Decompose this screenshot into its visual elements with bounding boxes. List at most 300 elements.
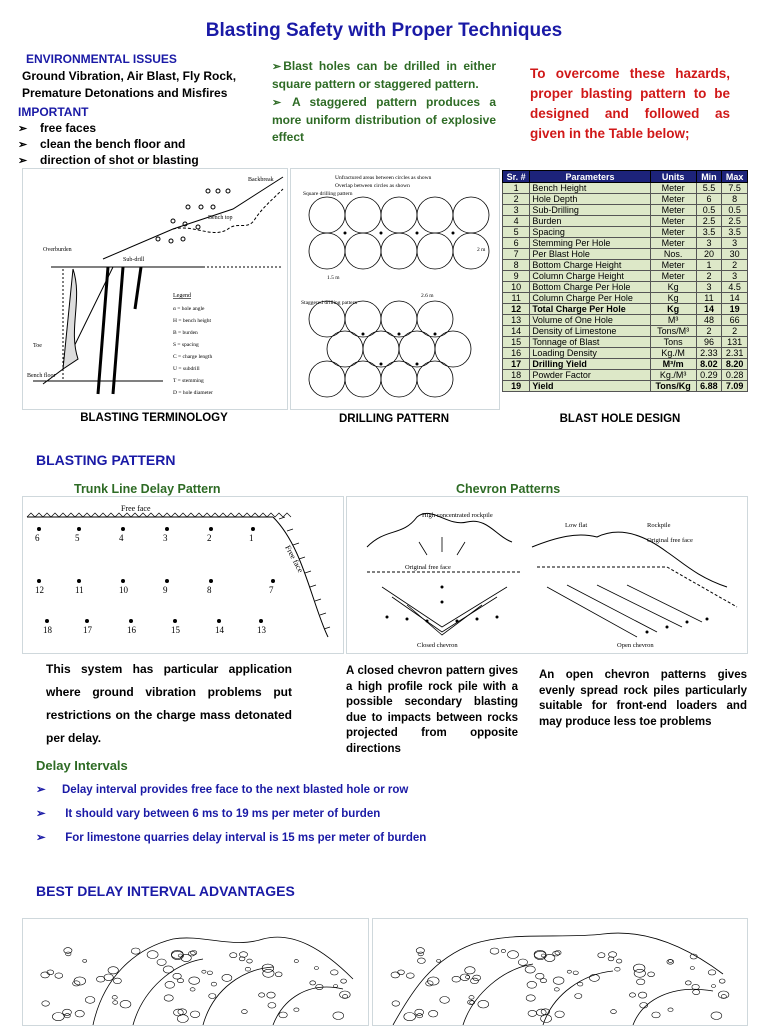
- table-row: [503, 359, 748, 370]
- table-row: [503, 381, 748, 392]
- table-cell: 14: [696, 304, 722, 315]
- rock-fragment: [526, 995, 535, 1001]
- table-row: [503, 227, 748, 238]
- table-cell: 2.5: [696, 216, 722, 227]
- table-cell: 3: [696, 238, 722, 249]
- important-item: ➢ clean the bench floor and: [18, 137, 199, 153]
- drilling-points: [272, 58, 496, 147]
- table-cell: Total Charge Per Hole: [530, 304, 650, 315]
- table-cell: Density of Limestone: [530, 326, 650, 337]
- table-row: [503, 337, 748, 348]
- table-cell: 7.09: [722, 381, 748, 392]
- rock-fragment: [202, 970, 206, 973]
- rock-fragment: [528, 1010, 537, 1016]
- label-subdrill: Sub-drill: [123, 257, 145, 263]
- drilling-label: Overlap between circles as shown: [335, 183, 410, 189]
- table-row: [503, 293, 748, 304]
- table-cell: 4.5: [722, 282, 748, 293]
- table-cell: 6: [503, 238, 530, 249]
- table-row: [503, 183, 748, 194]
- blast-hole-number: 1: [249, 533, 254, 543]
- trunk-line-diagram: [23, 497, 343, 653]
- blast-hole-marker: [85, 619, 89, 623]
- rockpile-figure-right: [372, 918, 748, 1026]
- table-cell: Bench Height: [530, 183, 650, 194]
- blast-hole-number: 8: [207, 585, 212, 595]
- rock-fragment: [333, 1012, 344, 1020]
- table-cell: Tons/M³: [650, 326, 696, 337]
- table-cell: Drilling Yield: [530, 359, 650, 370]
- blast-hole-marker: [271, 579, 275, 583]
- table-cell: 11: [503, 293, 530, 304]
- table-cell: 1: [696, 260, 722, 271]
- table-cell: 18: [503, 370, 530, 381]
- trunk-line-title: Trunk Line Delay Pattern: [74, 482, 221, 496]
- rock-fragment: [209, 994, 216, 999]
- chevron-label: Low flat: [565, 522, 588, 529]
- blast-hole-marker: [77, 579, 81, 583]
- rock-fragment: [245, 967, 250, 971]
- chevron-label: Open chevron: [617, 642, 654, 649]
- rock-fragment: [501, 949, 505, 952]
- blast-hole-marker: [37, 527, 41, 531]
- table-cell: Column Charge Height: [530, 271, 650, 282]
- rock-fragment: [417, 1014, 423, 1018]
- table-cell: Spacing: [530, 227, 650, 238]
- label-legend: Legend: [173, 293, 191, 299]
- legend-item: U = subdrill: [173, 366, 200, 372]
- legend-item: C = charge length: [173, 354, 213, 360]
- rock-fragment: [615, 967, 620, 971]
- rock-fragment: [452, 976, 460, 982]
- blast-hole-number: 13: [257, 625, 266, 635]
- rock-fragment: [629, 993, 635, 997]
- rock-fragment: [518, 959, 527, 965]
- rockpile-figure-left: [22, 918, 369, 1026]
- rock-fragment: [685, 981, 691, 985]
- rock-fragment: [189, 951, 196, 956]
- rock-fragment: [611, 1010, 617, 1014]
- open-chevron-description: An open chevron patterns gives evenly spread rock piles particularly suitable for front-end loaders and may produce less toe problems: [539, 669, 747, 728]
- rock-fragment: [708, 970, 716, 975]
- table-cell: 3.5: [722, 227, 748, 238]
- blast-hole-table: [502, 170, 748, 392]
- table-cell: Kg./M: [650, 348, 696, 359]
- table-cell: 17: [503, 359, 530, 370]
- table-cell: 11: [696, 293, 722, 304]
- table-cell: Per Blast Hole: [530, 249, 650, 260]
- table-cell: Kg: [650, 304, 696, 315]
- blast-hole-number: 16: [127, 625, 136, 635]
- table-cell: 2: [696, 326, 722, 337]
- advantages-heading: BEST DELAY INTERVAL ADVANTAGES: [36, 883, 295, 899]
- table-cell: Volume of One Hole: [530, 315, 650, 326]
- table-cell: 131: [722, 337, 748, 348]
- table-cell: 3: [722, 238, 748, 249]
- rock-fragment: [75, 1010, 84, 1017]
- important-heading: IMPORTANT: [18, 105, 89, 119]
- table-row: [503, 282, 748, 293]
- table-cell: 30: [722, 249, 748, 260]
- legend-item: H = bench height: [173, 318, 212, 324]
- rock-fragment: [189, 977, 200, 984]
- blast-hole-marker: [37, 579, 41, 583]
- rock-fragment: [690, 967, 694, 970]
- blast-hole-marker: [259, 619, 263, 623]
- blast-hole-number: 2: [207, 533, 212, 543]
- rock-fragment: [527, 981, 537, 988]
- closed-chevron-description: A closed chevron pattern gives a high profile rock pile with a possible secondary blasting due to impacts between rocks projected from opposite directions: [346, 665, 518, 755]
- rock-fragment: [406, 973, 414, 978]
- table-cell: 7.5: [722, 183, 748, 194]
- table-header: Min: [696, 171, 722, 183]
- chevron-title: Chevron Patterns: [456, 482, 561, 496]
- rock-fragment: [334, 985, 338, 988]
- rock-fragment: [719, 979, 725, 983]
- rock-fragment: [341, 979, 347, 983]
- rock-fragment: [331, 970, 339, 975]
- rock-fragment: [263, 969, 274, 977]
- rock-fragment: [131, 948, 140, 954]
- table-cell: 8: [722, 194, 748, 205]
- label-bench-floor: Bench floor: [27, 373, 56, 379]
- table-cell: Meter: [650, 205, 696, 216]
- drilling-diagram: [291, 169, 499, 409]
- blast-hole-marker: [165, 579, 169, 583]
- table-cell: 2.5: [722, 216, 748, 227]
- blast-hole-number: 12: [35, 585, 44, 595]
- rock-fragment: [578, 982, 583, 986]
- blast-hole-number: 4: [119, 533, 124, 543]
- blast-hole-marker: [217, 619, 221, 623]
- legend-item: B = burden: [173, 330, 198, 336]
- blast-hole-marker: [121, 579, 125, 583]
- chevron-label: Rockpile: [647, 522, 671, 529]
- rock-fragment: [616, 959, 622, 963]
- blast-hole-number: 5: [75, 533, 80, 543]
- table-cell: 3.5: [696, 227, 722, 238]
- table-cell: Meter: [650, 238, 696, 249]
- rock-fragment: [525, 966, 535, 973]
- dimension-label: 2 m: [477, 247, 486, 253]
- rock-fragment: [668, 1008, 673, 1012]
- table-cell: 66: [722, 315, 748, 326]
- table-header: Units: [650, 171, 696, 183]
- rock-fragment: [692, 984, 699, 989]
- dimension-label: 1.5 m: [327, 275, 340, 281]
- trunk-line-figure: [22, 496, 344, 654]
- table-cell: 5: [503, 227, 530, 238]
- rock-fragment: [553, 977, 564, 984]
- important-list: [18, 121, 199, 169]
- table-cell: Meter: [650, 227, 696, 238]
- table-cell: 8.20: [722, 359, 748, 370]
- drilling-label: Square drilling pattern: [303, 191, 353, 197]
- rock-fragment: [259, 993, 265, 997]
- delay-item: ➢ Delay interval provides free face to the next blasted hole or row: [36, 782, 426, 806]
- legend-item: D = hole diameter: [173, 390, 213, 396]
- blast-hole-number: 11: [75, 585, 84, 595]
- dimension-label: 2.6 m: [421, 293, 434, 299]
- rock-fragment: [85, 997, 95, 1004]
- table-cell: 14: [503, 326, 530, 337]
- table-cell: 2: [503, 194, 530, 205]
- table-cell: 3: [696, 282, 722, 293]
- rock-fragment: [294, 960, 298, 963]
- rock-fragment: [157, 959, 166, 965]
- chevron-label: High concentrated rockpile: [422, 512, 493, 519]
- table-cell: Kg: [650, 293, 696, 304]
- blast-hole-marker: [209, 527, 213, 531]
- rock-fragment: [555, 1011, 564, 1018]
- rock-fragment: [268, 1003, 276, 1009]
- rock-fragment: [553, 951, 560, 956]
- rock-fragment: [73, 981, 80, 986]
- blast-hole-number: 18: [43, 625, 52, 635]
- table-cell: M³/m: [650, 359, 696, 370]
- rock-fragment: [652, 1012, 660, 1018]
- rock-fragment: [554, 988, 559, 991]
- drilling-point: ➢ A staggered pattern produces a more uniform distribution of explosive effect: [272, 94, 496, 146]
- rock-fragment: [465, 967, 475, 974]
- rock-fragment: [469, 996, 474, 1000]
- table-cell: 0.5: [696, 205, 722, 216]
- table-cell: 4: [503, 216, 530, 227]
- rock-fragment: [120, 1000, 131, 1008]
- rock-fragment: [211, 982, 216, 986]
- rock-fragment: [490, 948, 499, 954]
- blast-hole-marker: [129, 619, 133, 623]
- table-cell: Meter: [650, 194, 696, 205]
- blast-hole-number: 3: [163, 533, 168, 543]
- table-cell: 14: [722, 293, 748, 304]
- drilling-label: Staggered drilling pattern: [301, 300, 358, 306]
- table-row: [503, 238, 748, 249]
- blast-hole-marker: [165, 527, 169, 531]
- rock-fragment: [173, 973, 181, 979]
- table-cell: Kg./M³: [650, 370, 696, 381]
- terminology-diagram: [23, 169, 287, 409]
- blast-hole-marker: [173, 619, 177, 623]
- table-row: [503, 370, 748, 381]
- table-cell: 5.5: [696, 183, 722, 194]
- table-cell: Meter: [650, 271, 696, 282]
- delay-item: ➢ It should vary between 6 ms to 19 ms per meter of burden: [36, 806, 426, 830]
- legend-item: S = spacing: [173, 342, 199, 348]
- rock-fragment: [66, 952, 71, 956]
- rock-fragment: [207, 971, 212, 975]
- table-cell: 1: [503, 183, 530, 194]
- table-cell: 10: [503, 282, 530, 293]
- rock-fragment: [163, 966, 173, 973]
- rock-fragment: [267, 992, 275, 998]
- rock-fragment: [466, 976, 470, 979]
- rock-fragment: [275, 972, 282, 977]
- rock-fragment: [638, 992, 646, 998]
- table-cell: 16: [503, 348, 530, 359]
- table-cell: 2.31: [722, 348, 748, 359]
- rock-fragment: [392, 1001, 400, 1006]
- table-cell: Tonnage of Blast: [530, 337, 650, 348]
- free-face-label: Free face: [121, 504, 151, 513]
- table-cell: Kg: [650, 282, 696, 293]
- important-item: ➢ free faces: [18, 121, 199, 137]
- table-cell: 2: [722, 326, 748, 337]
- table-row: [503, 315, 748, 326]
- chevron-figure: [346, 496, 748, 654]
- table-cell: 48: [696, 315, 722, 326]
- blast-hole-number: 6: [35, 533, 40, 543]
- rock-fragment: [440, 997, 450, 1004]
- rock-fragment: [567, 970, 571, 973]
- table-cell: Column Charge Per Hole: [530, 293, 650, 304]
- rockpile-diagram-right: [373, 919, 747, 1025]
- rock-fragment: [418, 958, 426, 964]
- blast-hole-number: 7: [269, 585, 274, 595]
- drilling-figure: [290, 168, 500, 410]
- rock-fragment: [314, 967, 318, 970]
- table-cell: Hole Depth: [530, 194, 650, 205]
- table-cell: 2: [696, 271, 722, 282]
- trunk-holes: [35, 527, 275, 635]
- rock-fragment: [711, 1012, 722, 1020]
- table-header: Sr. #: [503, 171, 530, 183]
- table-cell: Meter: [650, 260, 696, 271]
- page-title: Blasting Safety with Proper Techniques: [205, 20, 563, 41]
- table-row: [503, 326, 748, 337]
- drilling-caption: DRILLING PATTERN: [338, 413, 450, 425]
- rock-fragment: [108, 967, 118, 974]
- table-cell: Meter: [650, 183, 696, 194]
- rock-fragment: [242, 1010, 248, 1014]
- rock-fragment: [598, 953, 605, 958]
- table-cell: Bottom Charge Per Hole: [530, 282, 650, 293]
- label-backbreak: Backbreak: [248, 177, 274, 183]
- rock-fragment: [398, 970, 405, 975]
- rock-fragment: [693, 990, 700, 995]
- table-row: [503, 304, 748, 315]
- table-row: [503, 194, 748, 205]
- chevron-label: Original free face: [647, 537, 693, 544]
- rock-fragment: [648, 972, 655, 977]
- blast-hole-marker: [77, 527, 81, 531]
- table-cell: 0.28: [722, 370, 748, 381]
- legend-item: T = stemming: [173, 378, 204, 384]
- blasting-pattern-heading: BLASTING PATTERN: [36, 452, 176, 468]
- rock-fragment: [575, 994, 582, 999]
- rock-fragment: [42, 1001, 50, 1006]
- terminology-caption: BLASTING TERMINOLOGY: [80, 412, 228, 424]
- rocks-left: [41, 948, 350, 1023]
- table-cell: Sub-Drilling: [530, 205, 650, 216]
- table-cell: 12: [503, 304, 530, 315]
- table-cell: 6.88: [696, 381, 722, 392]
- table-body: [503, 183, 748, 392]
- rock-fragment: [247, 959, 253, 963]
- blast-hole-number: 9: [163, 585, 168, 595]
- rock-fragment: [478, 1000, 489, 1008]
- rock-fragment: [147, 951, 158, 959]
- rock-fragment: [178, 1009, 187, 1015]
- important-item: ➢ direction of shot or blasting: [18, 153, 199, 169]
- table-cell: 15: [503, 337, 530, 348]
- rock-fragment: [343, 995, 348, 999]
- table-row: [503, 205, 748, 216]
- legend-item: α = hole angle: [173, 306, 205, 312]
- environmental-text: Ground Vibration, Air Blast, Fly Rock, Premature Detonations and Misfires: [22, 69, 237, 100]
- rock-fragment: [426, 981, 433, 986]
- table-cell: 8.02: [696, 359, 722, 370]
- rock-fragment: [113, 978, 121, 984]
- table-cell: 19: [722, 304, 748, 315]
- rock-fragment: [165, 981, 175, 988]
- blast-hole-number: 15: [171, 625, 180, 635]
- rock-fragment: [668, 960, 672, 963]
- blast-hole-marker: [251, 527, 255, 531]
- rock-fragment: [41, 972, 50, 978]
- table-cell: 6: [696, 194, 722, 205]
- table-cell: Stemming Per Hole: [530, 238, 650, 249]
- table-cell: Nos.: [650, 249, 696, 260]
- rock-fragment: [279, 1012, 287, 1018]
- table-cell: 2: [722, 260, 748, 271]
- table-cell: 0.5: [722, 205, 748, 216]
- table-cell: Bottom Charge Height: [530, 260, 650, 271]
- table-cell: 3: [503, 205, 530, 216]
- side-free-face-label: Free face: [283, 543, 306, 575]
- rock-fragment: [418, 952, 423, 956]
- rock-fragment: [83, 960, 87, 963]
- table-cell: Tons/Kg: [650, 381, 696, 392]
- rock-fragment: [634, 969, 645, 977]
- label-toe: Toe: [33, 343, 42, 349]
- rock-fragment: [64, 1014, 70, 1018]
- table-cell: Loading Density: [530, 348, 650, 359]
- rockpile-diagram-left: [23, 919, 368, 1025]
- table-cell: 13: [503, 315, 530, 326]
- label-bench-top: Bench top: [208, 215, 233, 221]
- table-row: [503, 216, 748, 227]
- rock-fragment: [589, 974, 599, 981]
- table-cell: Powder Factor: [530, 370, 650, 381]
- hazard-note: To overcome these hazards, proper blasting pattern to be designed and followed as given in the Table below;: [530, 66, 730, 141]
- table-cell: 20: [696, 249, 722, 260]
- rock-fragment: [190, 988, 195, 991]
- table-cell: Tons: [650, 337, 696, 348]
- drilling-label: Unfractured areas between circles as shown: [335, 175, 432, 181]
- rock-fragment: [112, 996, 117, 1000]
- rock-fragment: [637, 979, 645, 985]
- blast-hole-number: 10: [119, 585, 128, 595]
- table-row: [503, 348, 748, 359]
- blast-hole-marker: [209, 579, 213, 583]
- blast-hole-number: 14: [215, 625, 224, 635]
- rock-fragment: [460, 974, 469, 981]
- table-cell: 7: [503, 249, 530, 260]
- table-header: Parameters: [530, 171, 650, 183]
- chevron-label: Closed chevron: [417, 642, 458, 649]
- rock-fragment: [55, 973, 63, 978]
- rock-fragment: [536, 973, 544, 979]
- table-header: Max: [722, 171, 748, 183]
- label-overburden: Overburden: [43, 247, 72, 253]
- rock-fragment: [391, 972, 400, 978]
- rock-fragment: [104, 974, 113, 981]
- rock-fragment: [711, 985, 715, 988]
- table-cell: Yield: [530, 381, 650, 392]
- table-cell: 9: [503, 271, 530, 282]
- delay-item: ➢ For limestone quarries delay interval is 15 ms per meter of burden: [36, 830, 426, 854]
